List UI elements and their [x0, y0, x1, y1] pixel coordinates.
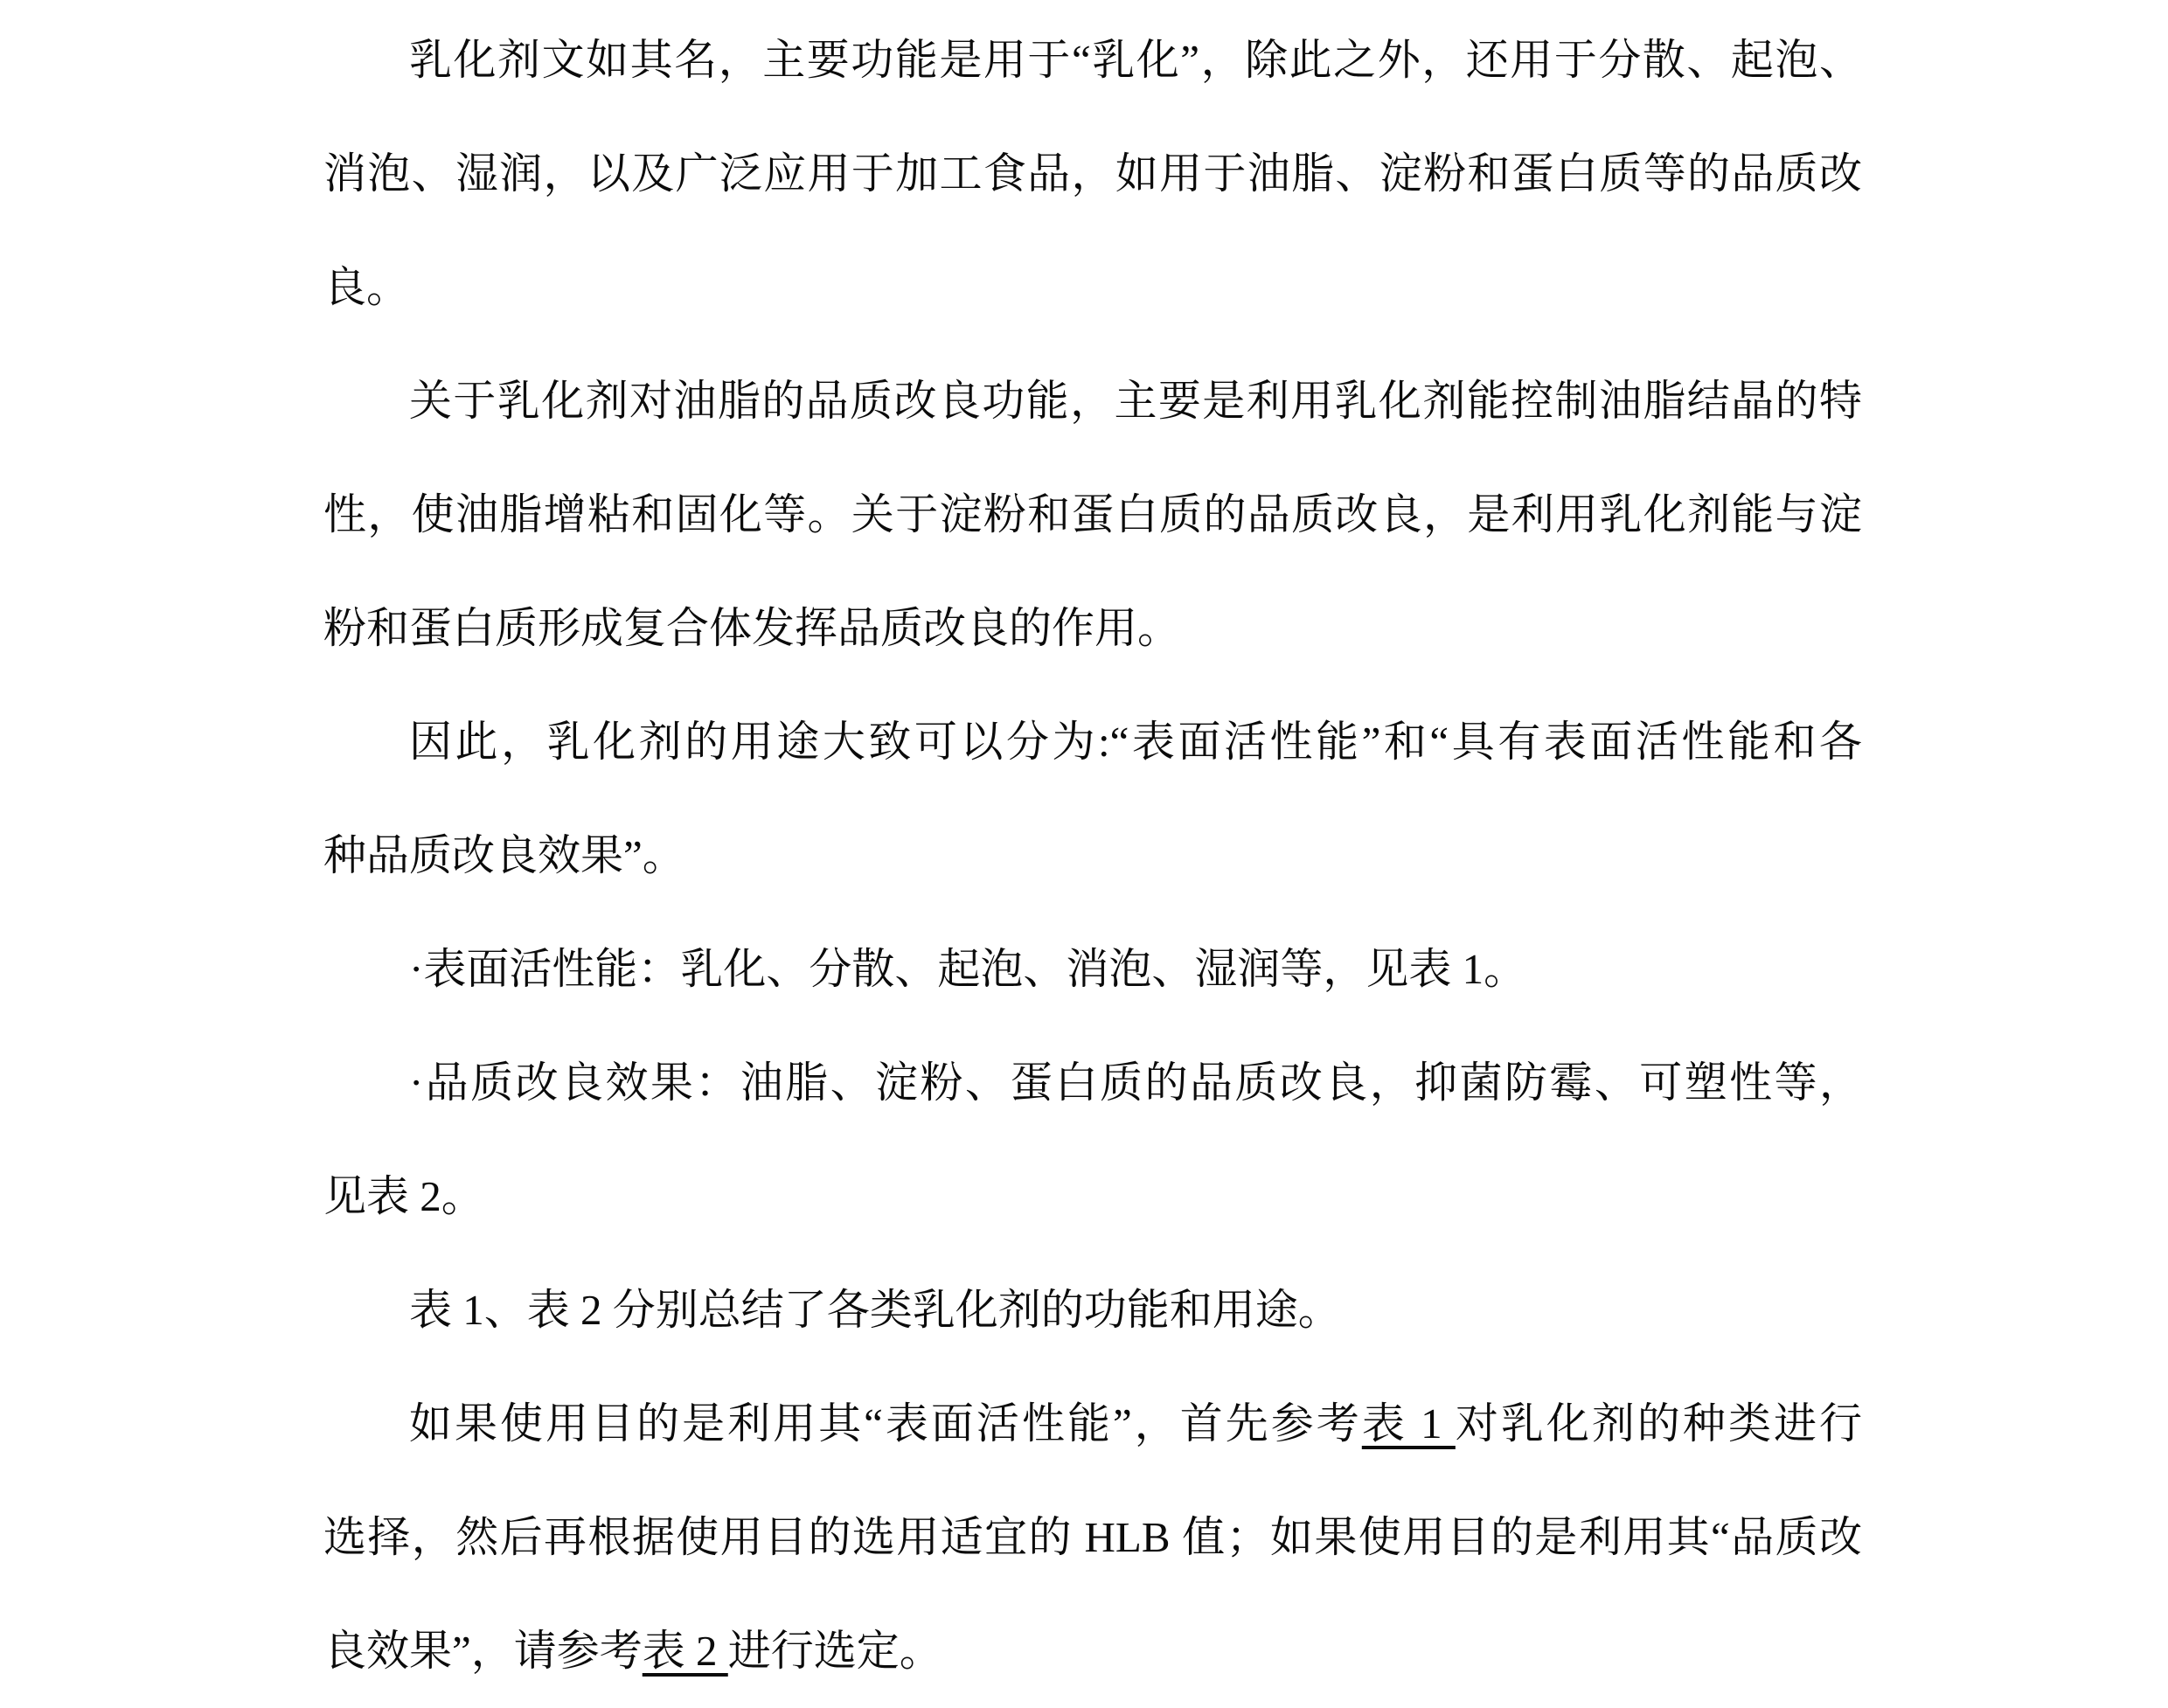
- paragraph-1-line-1: 乳化剂文如其名，主要功能是用于“乳化”，除此之外，还用于分散、起泡、: [409, 36, 1862, 84]
- paragraph-1-line-3: 良。: [323, 263, 410, 311]
- bullet-item-quality-improvement-line-1: ·品质改良效果：油脂、淀粉、蛋白质的品质改良，抑菌防霉、可塑性等，: [409, 1059, 1862, 1107]
- paragraph-3-line-1: 因此，乳化剂的用途大致可以分为:“表面活性能”和“具有表面活性能和各: [409, 718, 1862, 766]
- document-text-block: [323, 3, 1862, 1708]
- paragraph-summary-tables: 表 1、表 2 分别总结了各类乳化剂的功能和用途。: [409, 1286, 1341, 1334]
- paragraph-usage-line-3-text: 良效果”，请参考: [323, 1627, 643, 1675]
- paragraph-2-line-1: 关于乳化剂对油脂的品质改良功能，主要是利用乳化剂能控制油脂结晶的特: [409, 377, 1862, 425]
- paragraph-usage-line-2: 选择，然后再根据使用目的选用适宜的 HLB 值；如果使用目的是利用其“品质改: [323, 1513, 1862, 1561]
- table-1-reference: 表 1: [1361, 1399, 1456, 1448]
- paragraph-1-line-2: 消泡、湿润，以及广泛应用于加工食品，如用于油脂、淀粉和蛋白质等的品质改: [323, 149, 1862, 198]
- bullet-item-quality-improvement-line-2: 见表 2。: [323, 1172, 484, 1220]
- paragraph-usage-line-3: [323, 1594, 1862, 1708]
- paragraph-2-line-2: 性，使油脂增粘和固化等。关于淀粉和蛋白质的品质改良，是利用乳化剂能与淀: [323, 490, 1862, 538]
- bullet-item-surface-activity: ·表面活性能：乳化、分散、起泡、消泡、湿润等，见表 1。: [409, 945, 1527, 993]
- paragraph-2-line-3: 粉和蛋白质形成复合体发挥品质改良的作用。: [323, 604, 1181, 652]
- paragraph-usage-line-1-text: 如果使用目的是利用其“表面活性能”，首先参考: [409, 1399, 1362, 1448]
- paragraph-usage-line-1-text-after: 对乳化剂的种类进行: [1455, 1399, 1862, 1448]
- table-2-reference: 表 2: [642, 1627, 728, 1675]
- paragraph-usage-line-1: [323, 1367, 1862, 1481]
- paragraph-usage-line-3-text-after: 进行选定。: [727, 1627, 942, 1675]
- paragraph-3-line-2: 种品质改良效果”。: [323, 831, 685, 879]
